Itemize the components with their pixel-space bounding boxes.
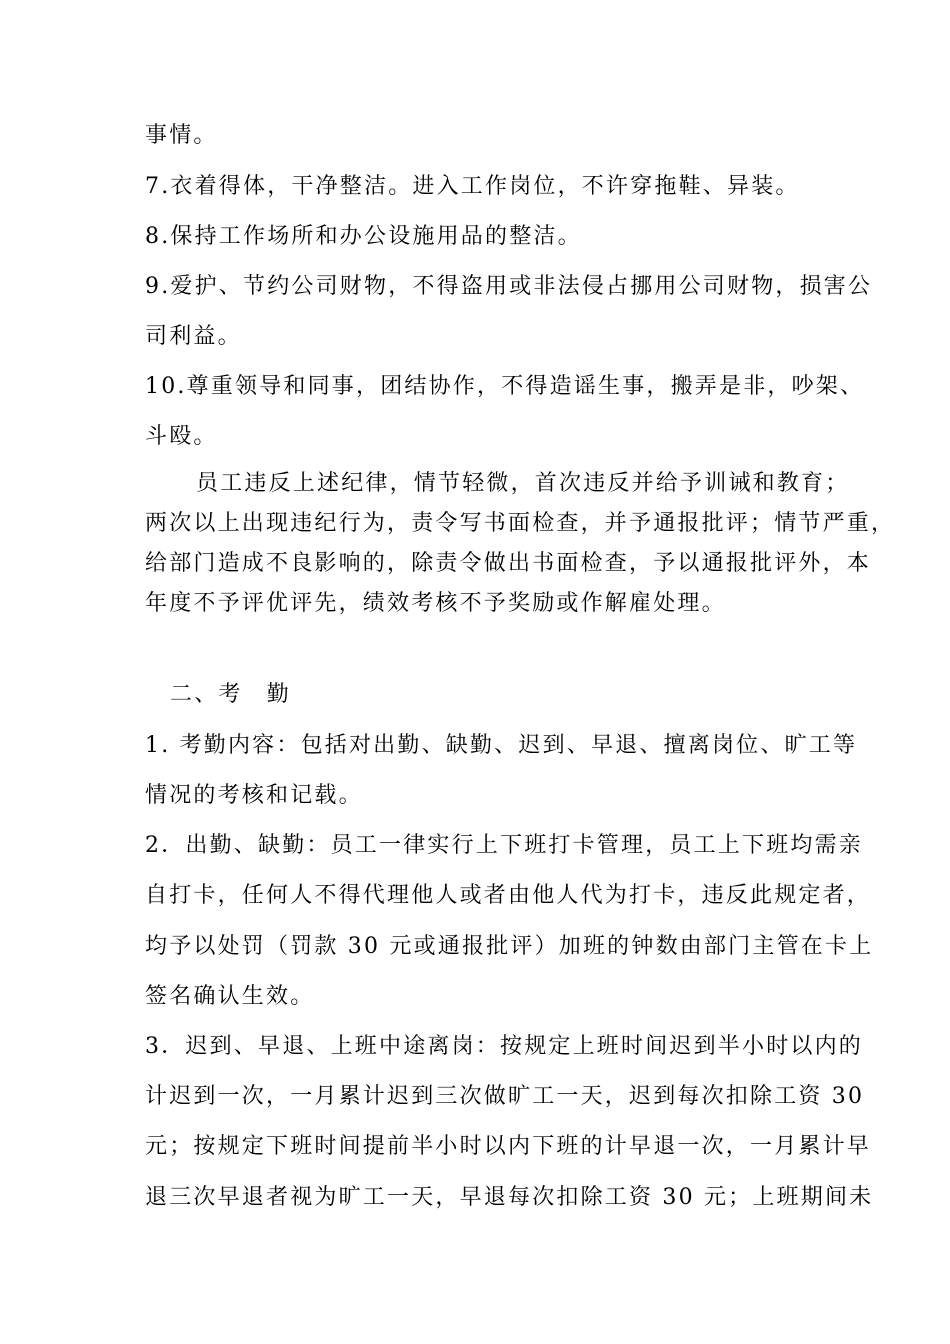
text-line: 3．迟到、早退、上班中途离岗：按规定上班时间迟到半小时以内的 [145,1034,863,1059]
text-line: 均予以处罚（罚款 30 元或通报批评）加班的钟数由部门主管在卡上 [145,934,874,959]
section-heading: 二、考 勤 [170,682,292,707]
paragraph-first-line: 员工违反上述纪律，情节轻微，首次违反并给予训诫和教育； [196,471,850,496]
text-line: 计迟到一次，一月累计迟到三次做旷工一天，迟到每次扣除工资 30 [145,1084,865,1109]
text-line: 1. 考勤内容：包括对出勤、缺勤、迟到、早退、擅离岗位、旷工等 [145,733,858,758]
text-line: 签名确认生效。 [145,984,315,1009]
text-line: 退三次早退者视为旷工一天，早退每次扣除工资 30 元；上班期间未 [145,1185,874,1210]
text-line: 给部门造成不良影响的，除责令做出书面检查，予以通报批评外，本 [145,551,872,576]
text-line: 10.尊重领导和同事，团结协作，不得造谣生事，搬弄是非，吵架、 [145,374,865,399]
text-line: 两次以上出现违纪行为，责令写书面检查，并予通报批评；情节严重， [145,511,896,536]
text-line: 事情。 [145,123,218,148]
text-line: 元；按规定下班时间提前半小时以内下班的计早退一次，一月累计早 [145,1134,872,1159]
text-line: 斗殴。 [145,424,218,449]
text-line: 9.爱护、节约公司财物，不得盗用或非法侵占挪用公司财物，损害公 [145,274,873,299]
text-line: 情况的考核和记载。 [145,783,363,808]
text-line: 司利益。 [145,324,242,349]
text-line: 8.保持工作场所和办公设施用品的整洁。 [145,224,582,249]
text-line: 7.衣着得体，干净整洁。进入工作岗位，不许穿拖鞋、异装。 [145,174,800,199]
text-line: 2．出勤、缺勤：员工一律实行上下班打卡管理，员工上下班均需亲 [145,833,863,858]
text-line: 年度不予评优评先，绩效考核不予奖励或作解雇处理。 [145,591,726,616]
text-line: 自打卡，任何人不得代理他人或者由他人代为打卡，违反此规定者， [145,883,872,908]
